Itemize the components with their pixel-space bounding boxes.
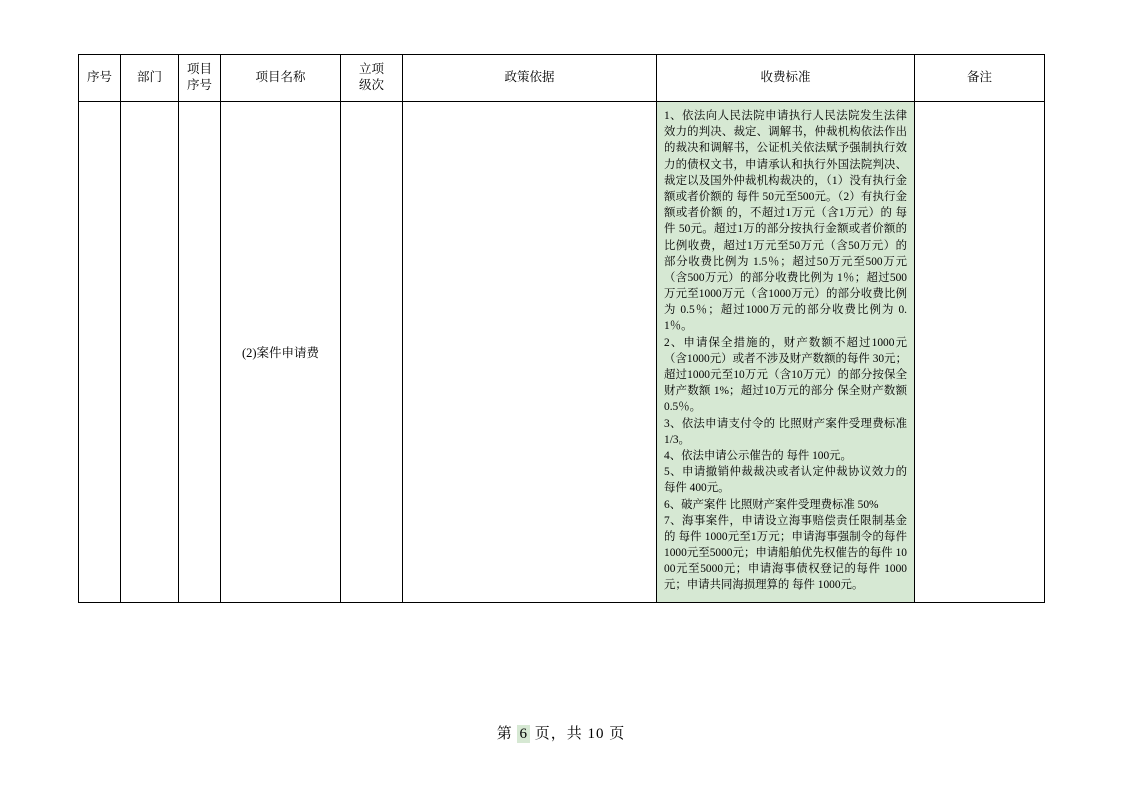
- cell-project-seq: [179, 102, 221, 603]
- footer-prefix: 第: [496, 726, 513, 742]
- cell-project-name: (2)案件申请费: [221, 102, 341, 603]
- column-header-remark: 备注: [915, 55, 1045, 102]
- footer-total-pages: 10: [587, 726, 605, 742]
- column-header-project-name: 项目名称: [221, 55, 341, 102]
- cell-remark: [915, 102, 1045, 603]
- footer-page-number: 6: [519, 726, 528, 742]
- column-header-project-seq-line2: 序号: [186, 78, 212, 92]
- fee-table: [78, 54, 1045, 603]
- column-header-project-seq-line1: 项目: [186, 62, 212, 77]
- footer-middle: 页，共: [534, 726, 583, 742]
- column-header-level-line2: 级次: [358, 78, 384, 92]
- table-row: [79, 102, 1045, 603]
- table-header: [79, 55, 1045, 102]
- column-header-policy-basis: 政策依据: [403, 55, 657, 102]
- column-header-level: [341, 55, 403, 102]
- cell-policy-basis: [403, 102, 657, 603]
- cell-level: [341, 102, 403, 603]
- column-header-dept: 部门: [121, 55, 179, 102]
- fee-table-container: [78, 54, 1044, 603]
- cell-fee-standard: [657, 102, 915, 603]
- table-header-row: [79, 55, 1045, 102]
- footer-suffix: 页: [609, 726, 626, 742]
- column-header-project-seq: [179, 55, 221, 102]
- fee-standard-text: 1、依法向人民法院申请执行人民法院发生法律效力的判决、裁定、调解书，仲裁机构依法作出的裁决和调解书，公证机关依法赋予强制执行效力的债权文书，申请承认和执行外国法院判决、裁定以及国外仲裁机构裁决的，（1）没有执行金额或者价额的 每件 50元至500元。（2）有执行金额或者价额 的，不超过1万元（含1万元）的 每件 50元。超过1万的部分按执行金额或者价额的比例收费，超过1万元至50万元（含50万元）的部分收费比例为 1.5％；超过50万元至500万元（含500万元）的部分收费比例为 1％；超过500万元至1000万元（含1000万元）的部分收费比例为 0.5％；超过1000万元的部分收费比例为 0.1％。 2、申请保全措施的，财产数额不超过1000元（含1000元）或者不涉及财产数额的每件 30元；超过1000元至10万元（含10万元）的部分按保全财产数额 1%；超过10万元的部分 保全财产数额 0.5％。 3、依法申请支付令的 比照财产案件受理费标准 1/3。 4、依法申请公示催告的 每件 100元。 5、申请撤销仲裁裁决或者认定仲裁协议效力的 每件 400元。 6、破产案件 比照财产案件受理费标准 50% 7、海事案件，申请设立海事赔偿责任限制基金的 每件 1000元至1万元；申请海事强制令的每件 1000元至5000元；申请船舶优先权催告的每件 1000元至5000元；申请海事债权登记的每件 1000元；申请共同海损理算的 每件 1000元。: [657, 102, 914, 602]
- column-header-fee-standard: 收费标准: [657, 55, 915, 102]
- page-footer: [0, 722, 1122, 743]
- table-body: [79, 102, 1045, 603]
- cell-seq: [79, 102, 121, 603]
- column-header-level-line1: 立项: [358, 62, 384, 77]
- cell-dept: [121, 102, 179, 603]
- column-header-seq: 序号: [79, 55, 121, 102]
